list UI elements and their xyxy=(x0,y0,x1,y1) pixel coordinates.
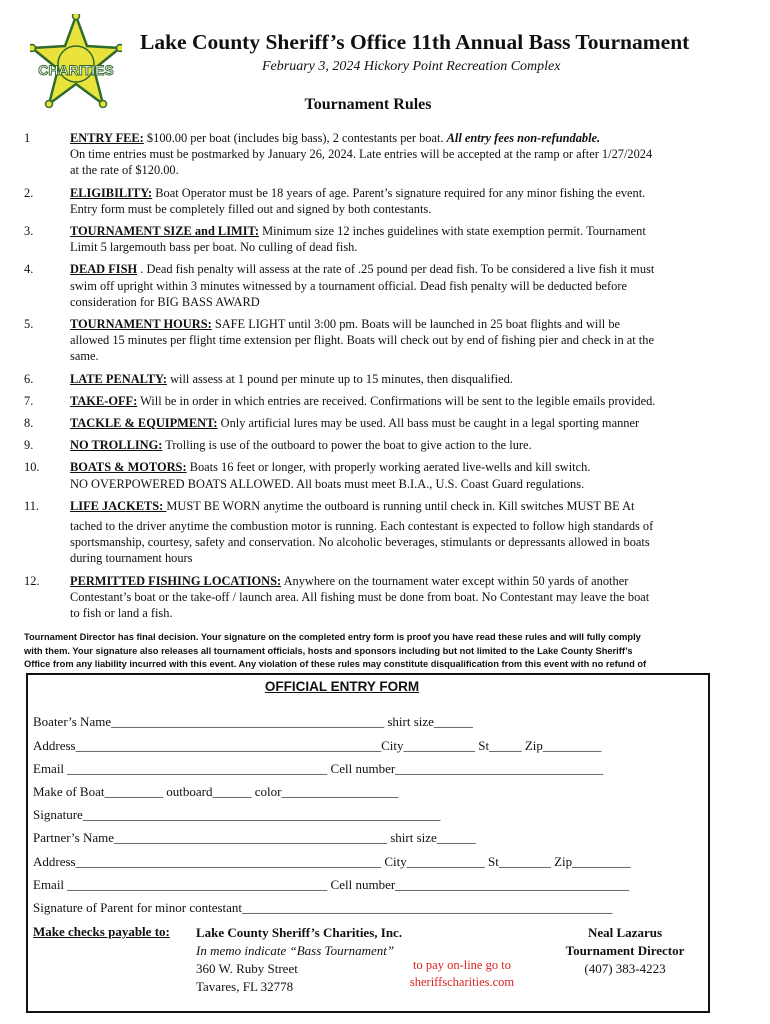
rule-text: Anywhere on the tournament water except within 50 yards of another xyxy=(283,573,629,588)
rule-line xyxy=(70,261,704,277)
rule-text: at the rate of $120.00. xyxy=(70,163,179,178)
page-subtitle: February 3, 2024 Hickory Point Recreation Complex xyxy=(262,59,561,74)
rule-text: Boat Operator must be 18 years of age. Parent’s signature required for any minor fishing the event. xyxy=(155,185,646,200)
rule-line xyxy=(70,393,704,409)
rule-text: Only artificial lures may be used. All bass must be caught in a legal sporting manner xyxy=(220,416,640,431)
rule-text: . Dead fish penalty will assess at the rate of .25 pound per dead fish. To be considered a live fish it must xyxy=(140,262,655,277)
rule-number: 5. xyxy=(24,317,34,332)
rule-heading: NO TROLLING: xyxy=(70,438,163,453)
rule-heading: TAKE-OFF: xyxy=(70,393,138,408)
rule-text: sportsmanship, courtesy, safety and conservation. No alcoholic beverages, stimulants or depressants allowed in boats xyxy=(70,535,650,550)
partner-address-field[interactable]: Address_______________________________________________ City____________ St________ Zip_________ xyxy=(33,854,631,869)
rule-text: swim off upright within 3 minutes witnessed by a tournament official. Dead fish penalty will be deducted before xyxy=(70,278,627,293)
rule-line xyxy=(70,185,704,201)
email-field[interactable]: Email ________________________________________ Cell number________________________________ xyxy=(33,761,604,776)
rule-heading: TACKLE & EQUIPMENT: xyxy=(70,416,218,431)
rule-heading: LIFE JACKETS: xyxy=(70,498,167,513)
rule-line xyxy=(70,348,704,364)
rule-heading: PERMITTED FISHING LOCATIONS: xyxy=(70,573,282,588)
rule-text: Will be in order in which entries are received. Confirmations will be sent to the legible emails provided. xyxy=(140,393,656,408)
rule-text: Minimum size 12 inches guidelines with state exemption permit. Tournament xyxy=(262,224,646,239)
parent-signature-field[interactable]: Signature of Parent for minor contestant_________________________________________________________ xyxy=(33,900,613,915)
partner-email-field[interactable]: Email ________________________________________ Cell number____________________________________ xyxy=(33,877,630,892)
rule-item xyxy=(24,393,704,409)
rules-heading: Tournament Rules xyxy=(304,96,432,113)
rule-item xyxy=(24,573,704,622)
rule-heading: TOURNAMENT SIZE and LIMIT: xyxy=(70,224,260,239)
rule-line xyxy=(70,589,704,605)
rule-number: 4. xyxy=(24,262,34,277)
rule-text: Entry form must be completely filled out and signed by both contestants. xyxy=(70,201,432,216)
director-title: Tournament Director xyxy=(565,943,685,958)
logo-text: CHARITIES xyxy=(38,62,114,78)
rule-line xyxy=(70,332,704,348)
online-link[interactable]: sheriffscharities.com xyxy=(409,975,515,989)
star-icon xyxy=(30,14,122,108)
disclaimer xyxy=(24,631,744,672)
rules-list xyxy=(24,130,704,627)
rule-line xyxy=(70,459,704,475)
rule-number: 6. xyxy=(24,371,34,386)
rule-item xyxy=(24,185,704,217)
rule-item xyxy=(24,371,704,387)
disclaimer-line: Tournament Director has final decision. Your signature on the completed entry form is proof you have read these rules and will fully comply xyxy=(24,632,641,642)
payee-city: Tavares, FL 32778 xyxy=(196,979,294,994)
rule-item xyxy=(24,459,704,491)
rule-line xyxy=(70,223,704,239)
online-payment-note xyxy=(402,957,522,991)
online-text: to pay on-line go to xyxy=(413,958,511,972)
rule-number: 11. xyxy=(24,498,40,513)
rule-line xyxy=(70,476,704,492)
rule-line xyxy=(70,573,704,589)
rule-text: to fish or land a fish. xyxy=(70,606,173,621)
rule-number: 10. xyxy=(24,460,40,475)
rule-line xyxy=(70,278,704,294)
rule-heading: TOURNAMENT HOURS: xyxy=(70,317,212,332)
payee-name: Lake County Sheriff’s Charities, Inc. xyxy=(196,925,403,940)
rule-number: 8. xyxy=(24,416,34,431)
rule-item xyxy=(24,498,704,567)
rule-text: Trolling is use of the outboard to power the boat to give action to the lure. xyxy=(165,438,532,453)
disclaimer-line: with them. Your signature also releases all tournament officials, hosts and sponsors including but not limited to the Lake County Sheriff’s xyxy=(24,645,633,656)
payee-street: 360 W. Ruby Street xyxy=(196,961,298,976)
signature-field[interactable]: Signature_______________________________________________________ xyxy=(33,807,441,822)
rule-item xyxy=(24,437,704,453)
disclaimer-line: Office from any liability incurred with this event. Any violation of these rules may constitute disqualification from this event with no refund of xyxy=(24,659,647,670)
rule-number: 7. xyxy=(24,393,34,408)
rule-text: Contestant’s boat or the take-off / launch area. All fishing must be done from boat. No Contestant may leave the boat xyxy=(70,589,650,604)
rule-text: consideration for BIG BASS AWARD xyxy=(70,294,260,309)
rule-line xyxy=(70,498,704,514)
director-name: Neal Lazarus xyxy=(587,925,663,940)
rule-heading: BOATS & MOTORS: xyxy=(70,460,187,475)
director-phone: (407) 383-4223 xyxy=(584,961,666,976)
rule-text: SAFE LIGHT until 3:00 pm. Boats will be launched in 25 boat flights and will be xyxy=(214,317,621,332)
rule-text: will assess at 1 pound per minute up to 15 minutes, then disqualified. xyxy=(170,371,513,386)
rule-text: On time entries must be postmarked by January 26, 2024. Late entries will be accepted at the ramp or after 1/27/2024 xyxy=(70,147,653,162)
address-field[interactable]: Address_______________________________________________City___________ St_____ Zip_________ xyxy=(33,738,602,753)
rule-heading: DEAD FISH xyxy=(70,262,138,277)
partner-name-field[interactable]: Partner’s Name__________________________________________ shirt size______ xyxy=(33,830,476,845)
payee-block xyxy=(196,924,402,996)
rule-text: NO OVERPOWERED BOATS ALLOWED. All boats must meet B.I.A., U.S. Coast Guard regulations. xyxy=(70,476,585,491)
rule-text: $100.00 per boat (includes big bass), 2 contestants per boat. xyxy=(146,131,447,145)
rule-item xyxy=(24,415,704,431)
rule-number: 12. xyxy=(24,573,40,588)
rule-line xyxy=(70,605,704,621)
rule-number: 1 xyxy=(24,131,31,145)
rule-line xyxy=(70,550,704,566)
rule-heading: ENTRY FEE: xyxy=(70,131,144,145)
rule-text: allowed 15 minutes per flight time extension per flight. Boats will check out by end of fishing pier and check in at the xyxy=(70,333,654,348)
boat-info-field[interactable]: Make of Boat_________ outboard______ color__________________ xyxy=(33,784,399,799)
rule-item xyxy=(24,223,704,255)
rule-text: Limit 5 largemouth bass per boat. No culling of dead fish. xyxy=(70,240,358,255)
rule-line xyxy=(70,130,704,146)
director-block xyxy=(555,924,695,978)
rule-number: 9. xyxy=(24,438,34,453)
rule-line xyxy=(70,239,704,255)
rule-text: during tournament hours xyxy=(70,551,193,566)
rule-number: 3. xyxy=(24,224,34,239)
page-title: Lake County Sheriff’s Office 11th Annual Bass Tournament xyxy=(140,30,690,54)
rule-line xyxy=(70,201,704,217)
rule-line xyxy=(70,437,704,453)
boater-name-field[interactable]: Boater’s Name__________________________________________ shirt size______ xyxy=(33,714,473,729)
rule-line xyxy=(70,146,704,162)
rule-text: MUST BE WORN anytime the outboard is running until check in. Kill switches MUST BE At xyxy=(166,498,635,513)
entry-form-title: OFFICIAL ENTRY FORM xyxy=(264,679,420,694)
rule-item xyxy=(24,261,704,310)
rule-line xyxy=(70,534,704,550)
rule-text: tached to the driver anytime the combustion motor is running. Each contestant is expected to follow high standards of xyxy=(70,519,654,534)
rule-emphasis: All entry fees non-refundable. xyxy=(446,131,601,145)
rule-item xyxy=(24,130,704,179)
rule-item xyxy=(24,316,704,365)
rule-text: Boats 16 feet or longer, with properly working aerated live-wells and kill switch. xyxy=(189,460,591,475)
rule-text: same. xyxy=(70,349,99,364)
rule-line xyxy=(70,371,704,387)
rule-heading: LATE PENALTY: xyxy=(70,371,167,386)
rule-line xyxy=(70,316,704,332)
rule-heading: ELIGIBILITY: xyxy=(70,185,153,200)
rule-line xyxy=(70,294,704,310)
rule-line xyxy=(70,415,704,431)
payee-memo: In memo indicate “Bass Tournament” xyxy=(196,943,395,958)
pay-label: Make checks payable to: xyxy=(33,924,170,939)
rule-line xyxy=(70,518,704,534)
rule-number: 2. xyxy=(24,185,34,200)
rule-line xyxy=(70,162,704,178)
